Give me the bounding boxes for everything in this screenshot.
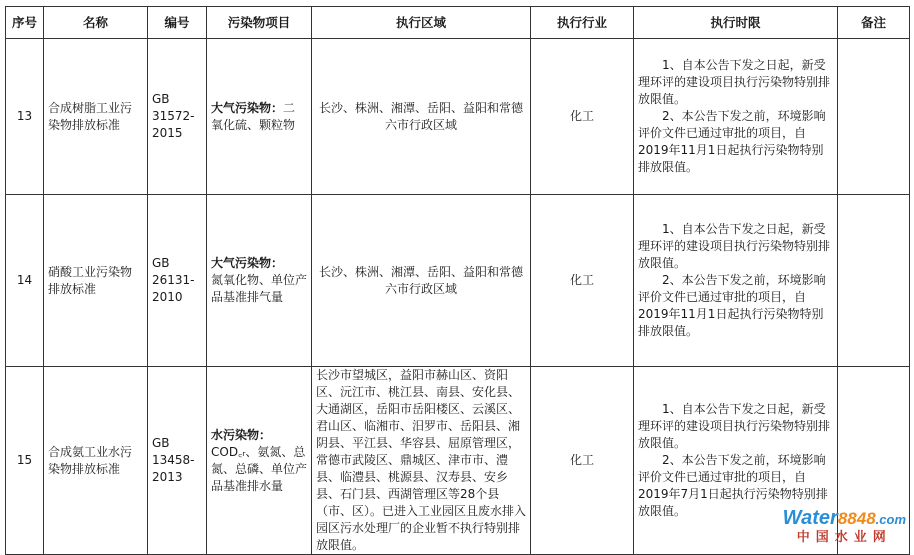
cell-area: 长沙、株洲、湘潭、岳阳、益阳和常德六市行政区域: [312, 195, 531, 367]
cell-pollutant: [207, 195, 312, 367]
cell-name: 合成氨工业水污染物排放标准: [44, 367, 148, 555]
pollutant-text: COD꜀ᵣ、氨氮、总氮、总磷、单位产品基准排水量: [211, 444, 308, 493]
standards-table: [5, 6, 910, 555]
table-row: [6, 195, 910, 367]
time-clause-2: 2、本公告下发之前，环境影响评价文件已通过审批的项目，自2019年11月1日起执行污染物特别排放限值。: [638, 109, 826, 174]
header-time: 执行时限: [634, 7, 838, 39]
cell-seq: 13: [6, 39, 44, 195]
header-seq: 序号: [6, 7, 44, 39]
cell-code: GB 26131-2010: [148, 195, 207, 367]
cell-pollutant: [207, 39, 312, 195]
cell-pollutant: [207, 367, 312, 555]
watermark-logo: [783, 508, 906, 546]
header-name: 名称: [44, 7, 148, 39]
time-clause-2: 2、本公告下发之前，环境影响评价文件已通过审批的项目，自2019年11月1日起执行污染物特别排放限值。: [638, 273, 826, 338]
time-clause-1: 1、自本公告下发之日起，新受理环评的建设项目执行污染物特别排放限值。: [638, 402, 831, 450]
header-pollutant: 污染物项目: [207, 7, 312, 39]
cell-time: [634, 195, 838, 367]
pollutant-label: 大气污染物：: [211, 256, 284, 270]
cell-area: 长沙、株洲、湘潭、岳阳、益阳和常德六市行政区域: [312, 39, 531, 195]
cell-time: [634, 39, 838, 195]
time-clause-2: 2、本公告下发之前，环境影响评价文件已通过审批的项目，自2019年7月1日起执行污染物特别排放限值。: [638, 453, 828, 518]
cell-industry: 化工: [531, 195, 634, 367]
time-clause-1: 1、自本公告下发之日起，新受理环评的建设项目执行污染物特别排放限值。: [638, 58, 831, 106]
watermark-brand: Water8848.com: [782, 507, 906, 529]
pollutant-label: 水污染物：: [211, 427, 272, 442]
cell-area: 长沙市望城区，益阳市赫山区、资阳区、沅江市、桃江县、南县、安化县、大通湖区，岳阳市岳阳楼区、云溪区、君山区、临湘市、汨罗市、岳阳县、湘阴县、平江县、华容县、屈原管理区，常德市武陵区、鼎城区、津市市、澧县、临澧县、桃源县、汉寿县、安乡县、石门县、西湖管理区等28个县（市、区）。已进入工业园区且废水排入园区污水处理厂的企业暂不执行特别排放限值。: [312, 367, 531, 555]
watermark-tagline: 中国水业网: [796, 530, 892, 545]
header-note: 备注: [838, 7, 910, 39]
cell-industry: 化工: [531, 367, 634, 555]
cell-name: 合成树脂工业污染物排放标准: [44, 39, 148, 195]
header-row: [6, 7, 910, 39]
pollutant-text: 氮氧化物、单位产品基准排气量: [211, 273, 308, 304]
cell-seq: 15: [6, 367, 44, 555]
cell-note: [838, 39, 910, 195]
table-row: [6, 39, 910, 195]
cell-industry: 化工: [531, 39, 634, 195]
pollutant-text: 二氧化硫、颗粒物: [211, 100, 296, 132]
time-clause-1: 1、自本公告下发之日起，新受理环评的建设项目执行污染物特别排放限值。: [638, 222, 831, 270]
table-row: [6, 367, 910, 555]
cell-note: [838, 195, 910, 367]
header-code: 编号: [148, 7, 207, 39]
header-area: 执行区域: [312, 7, 531, 39]
cell-name: 硝酸工业污染物排放标准: [44, 195, 148, 367]
cell-seq: 14: [6, 195, 44, 367]
cell-code: GB 31572-2015: [148, 39, 207, 195]
cell-code: GB 13458-2013: [148, 367, 207, 555]
pollutant-label: 大气污染物：: [211, 100, 284, 115]
header-industry: 执行行业: [531, 7, 634, 39]
